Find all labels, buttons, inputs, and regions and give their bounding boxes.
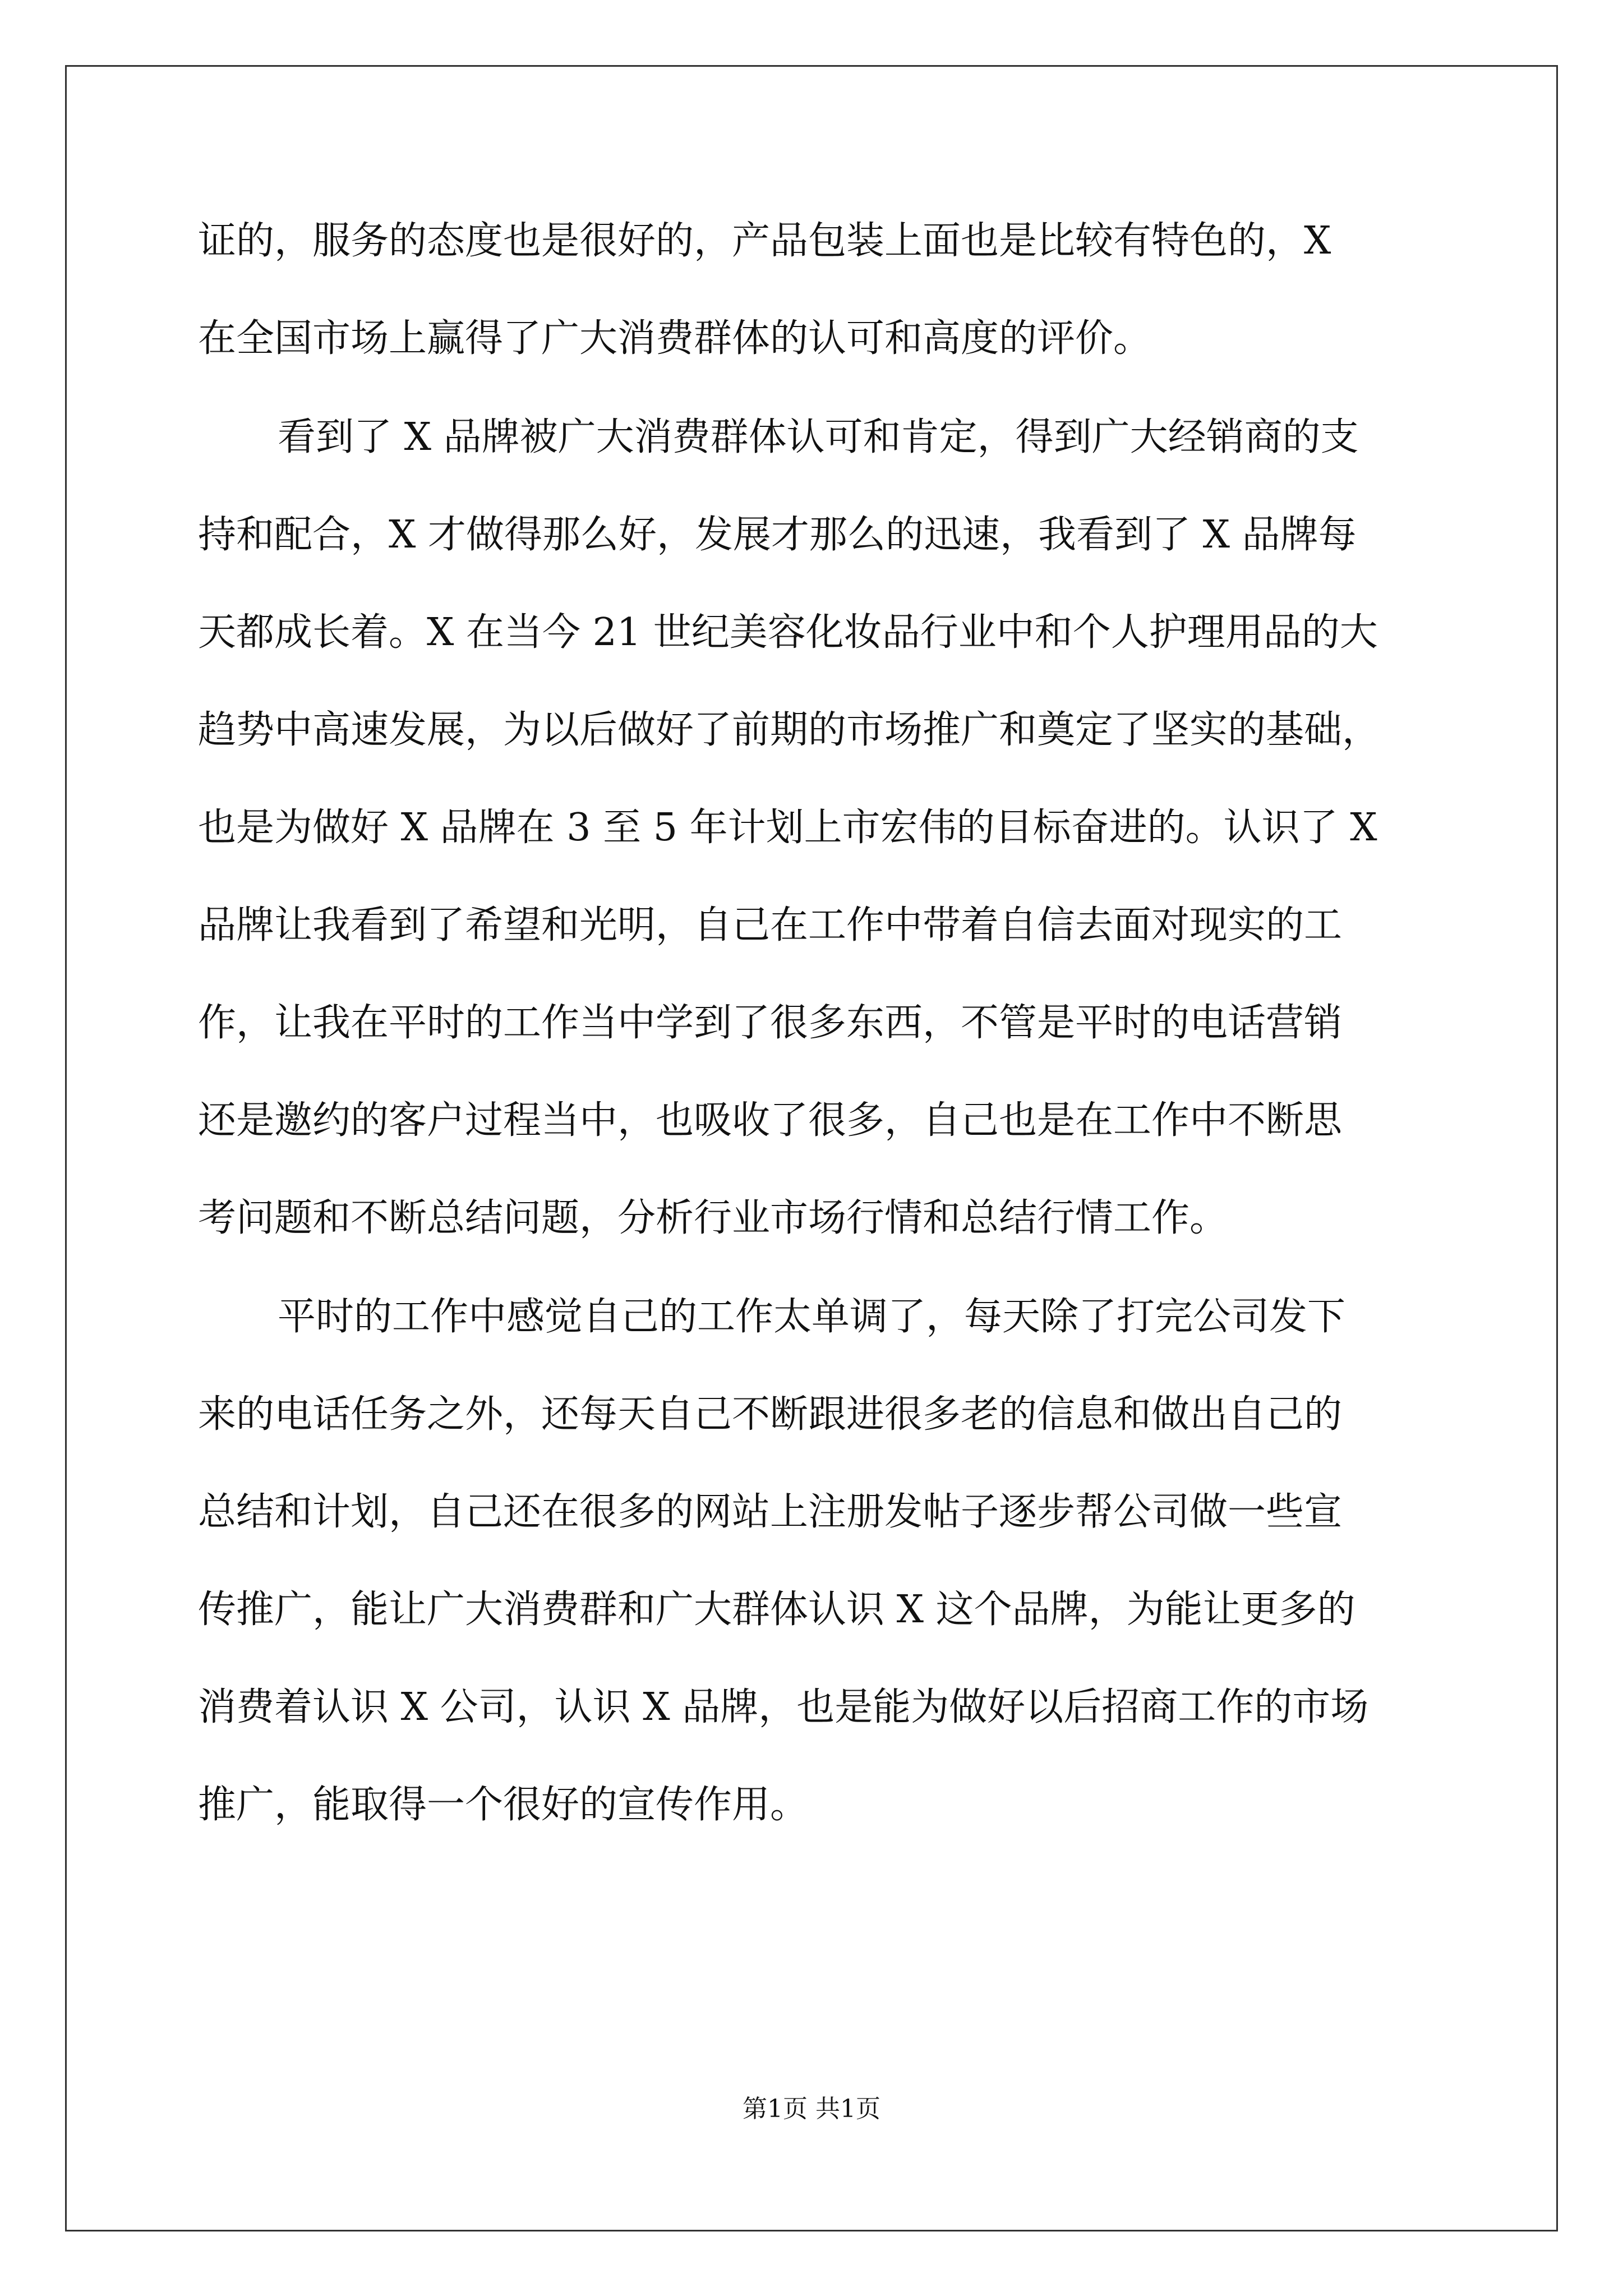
- paragraph-start-line: 平时的工作中感觉自己的工作太单调了，每天除了打完公司发下: [278, 1295, 1346, 1339]
- text-line: 在全国市场上赢得了广大消费群体的认可和高度的评价。: [198, 316, 1152, 361]
- text-line: 还是邀约的客户过程当中，也吸收了很多，自己也是在工作中不断思: [198, 1098, 1343, 1143]
- text-line: 考问题和不断总结问题，分析行业市场行情和总结行情工作。: [198, 1196, 1228, 1240]
- text-line: 证的，服务的态度也是很好的，产品包装上面也是比较有特色的，X: [198, 219, 1331, 263]
- text-line: 天都成长着。X 在当今 21 世纪美容化妆品行业中和个人护理用品的大: [198, 610, 1378, 655]
- page-number-footer: 第1页 共1页: [743, 2095, 880, 2123]
- paragraph-start-line: 看到了 X 品牌被广大消费群体认可和肯定，得到广大经销商的支: [278, 415, 1359, 459]
- text-line: 也是为做好 X 品牌在 3 至 5 年计划上市宏伟的目标奋进的。认识了 X: [198, 806, 1377, 850]
- text-line: 推广，能取得一个很好的宣传作用。: [198, 1783, 809, 1827]
- text-line: 来的电话任务之外，还每天自己不断跟进很多老的信息和做出自己的: [198, 1392, 1343, 1437]
- text-line: 趋势中高速发展，为以后做好了前期的市场推广和奠定了坚实的基础，: [198, 708, 1381, 752]
- text-line: 品牌让我看到了希望和光明，自己在工作中带着自信去面对现实的工: [198, 903, 1343, 947]
- text-line: 总结和计划，自己还在很多的网站上注册发帖子逐步帮公司做一些宣: [198, 1490, 1343, 1534]
- text-line: 作，让我在平时的工作当中学到了很多东西，不管是平时的电话营销: [198, 1001, 1343, 1045]
- text-line: 持和配合，X 才做得那么好，发展才那么的迅速，我看到了 X 品牌每: [198, 513, 1357, 557]
- text-line: 消费着认识 X 公司，认识 X 品牌，也是能为做好以后招商工作的市场: [198, 1685, 1369, 1729]
- text-line: 传推广，能让广大消费群和广大群体认识 X 这个品牌，为能让更多的: [198, 1588, 1355, 1632]
